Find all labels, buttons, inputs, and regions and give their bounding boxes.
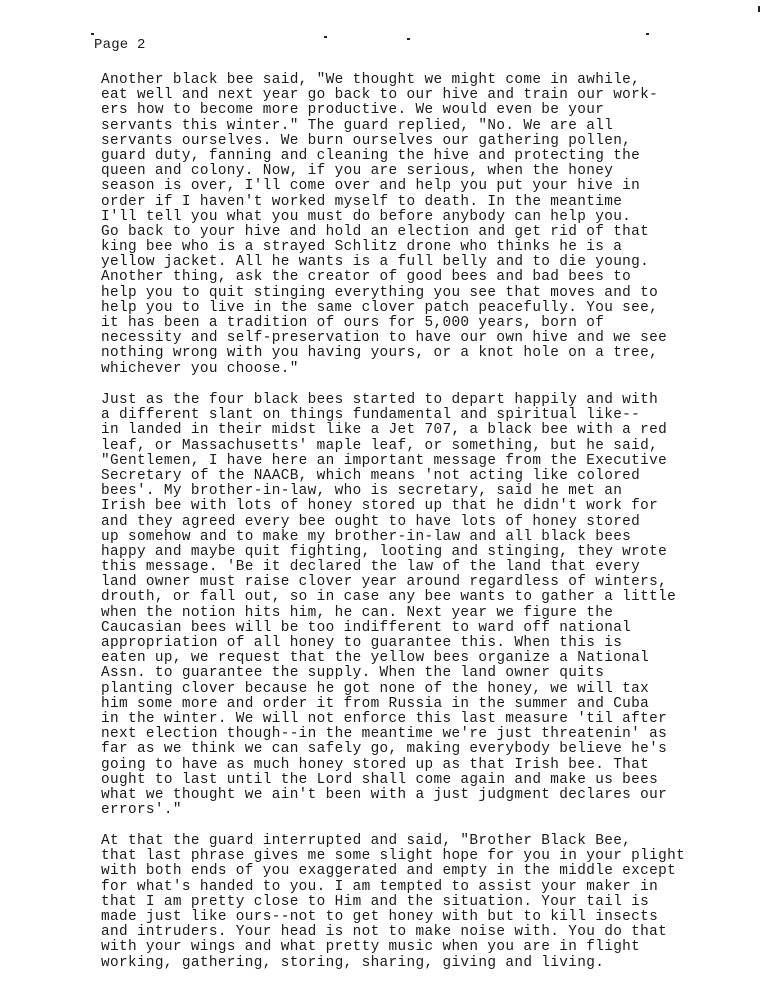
text-line: eat well and next year go back to our hive and train our work- [101,87,659,104]
text-line: king bee who is a strayed Schlitz drone who thinks he is a [101,239,623,256]
text-line: errors'." [101,802,182,819]
text-line: with both ends of you exaggerated and empty in the middle except [101,863,677,880]
text-line: in landed in their midst like a Jet 707, a black bee with a red [101,422,668,439]
text-line: when the notion hits him, he can. Next year we figure the [101,604,614,621]
text-line: Just as the four black bees started to depart happily and with [101,392,659,408]
text-line: Another thing, ask the creator of good bees and bad bees to [101,269,632,286]
paragraph [101,73,741,377]
text-line: servants this winter." The guard replied, "No. We are all [101,117,614,134]
text-line: help you to live in the same clover patch peacefully. You see, [101,299,659,316]
text-line: queen and colony. Now, if you are serious, when the honey [101,163,614,180]
text-line: up somehow and to make my brother-in-law and all black bees [101,528,632,545]
scan-speck [324,36,327,38]
text-line: Caucasian bees will be too indifferent to ward off national [101,619,632,636]
text-line: necessity and self-preservation to have our own hive and we see [101,330,668,347]
text-line: yellow jacket. All he wants is a full belly and to die young. [101,254,650,271]
scan-speck [646,33,649,35]
text-line: next election though--in the meantime we're just threatenin' as [101,726,668,743]
text-line: in the winter. We will not enforce this last measure 'til after [101,710,668,727]
text-line: made just like ours--not to get honey with but to kill insects [101,908,659,925]
text-line: that last phrase gives me some slight hope for you in your plight [101,848,686,865]
paragraph [101,834,741,971]
text-line: whichever you choose." [101,360,299,377]
text-line: drouth, or fall out, so in case any bee wants to gather a little [101,589,677,606]
text-line: for what's handed to you. I am tempted to assist your maker in [101,878,659,895]
text-line: land owner must raise clover year around regardless of winters, [101,574,668,591]
text-line: far as we think we can safely go, making everybody believe he's [101,741,668,758]
paragraph [101,393,741,818]
text-line: and intruders. Your head is not to make noise with. You do that [101,924,668,941]
text-line: ought to last until the Lord shall come again and make us bees [101,771,659,788]
text-line: eaten up, we request that the yellow bees organize a National [101,650,650,667]
text-line: what we thought we ain't been with a just judgment declares our [101,786,668,803]
text-line: and they agreed every bee ought to have lots of honey stored [101,513,641,530]
text-line: this message. 'Be it declared the law of the land that every [101,559,641,576]
scan-speck [407,38,410,40]
text-line: Assn. to guarantee the supply. When the land owner quits [101,665,605,682]
text-line: season is over, I'll come over and help you put your hive in [101,178,641,195]
text-line: with your wings and what pretty music when you are in flight [101,939,641,956]
text-line: going to have as much honey stored up as that Irish bee. That [101,756,650,773]
page-number: Page 2 [94,37,146,53]
text-line: nothing wrong with you having yours, or a knot hole on a tree, [101,345,659,362]
text-line: a different slant on things fundamental and spiritual like-- [101,407,641,424]
text-line: order if I haven't worked myself to death. In the meantime [101,193,623,210]
text-line: ers how to become more productive. We would even be your [101,102,605,119]
text-line: that I am pretty close to Him and the situation. Your tail is [101,893,650,910]
text-line: "Gentlemen, I have here an important message from the Executive [101,452,668,469]
text-line: At that the guard interrupted and said, "Brother Black Bee, [101,833,632,849]
text-line: Another black bee said, "We thought we might come in awhile, [101,72,641,88]
text-line: working, gathering, storing, sharing, giving and living. [101,954,605,971]
text-line: Go back to your hive and hold an election and get rid of that [101,223,650,240]
text-line: Secretary of the NAACB, which means 'not acting like colored [101,467,641,484]
text-line: leaf, or Massachusetts' maple leaf, or something, but he said, [101,437,659,454]
text-line: guard duty, fanning and cleaning the hive and protecting the [101,147,641,164]
text-line: him some more and order it from Russia in the summer and Cuba [101,695,650,712]
scan-speck [91,33,94,35]
text-line: I'll tell you what you must do before anybody can help you. [101,208,632,225]
text-line: planting clover because he got none of the honey, we will tax [101,680,650,697]
text-line: appropriation of all honey to guarantee this. When this is [101,635,623,651]
text-line: Irish bee with lots of honey stored up that he didn't work for [101,498,659,515]
text-line: help you to quit stinging everything you see that moves and to [101,284,659,301]
text-line: it has been a tradition of ours for 5,000 years, born of [101,315,605,331]
text-line: happy and maybe quit fighting, looting and stinging, they wrote [101,543,668,560]
text-line: bees'. My brother-in-law, who is secretary, said he met an [101,483,623,500]
text-line: servants ourselves. We burn ourselves our gathering pollen, [101,132,632,149]
scan-speck [758,6,760,12]
